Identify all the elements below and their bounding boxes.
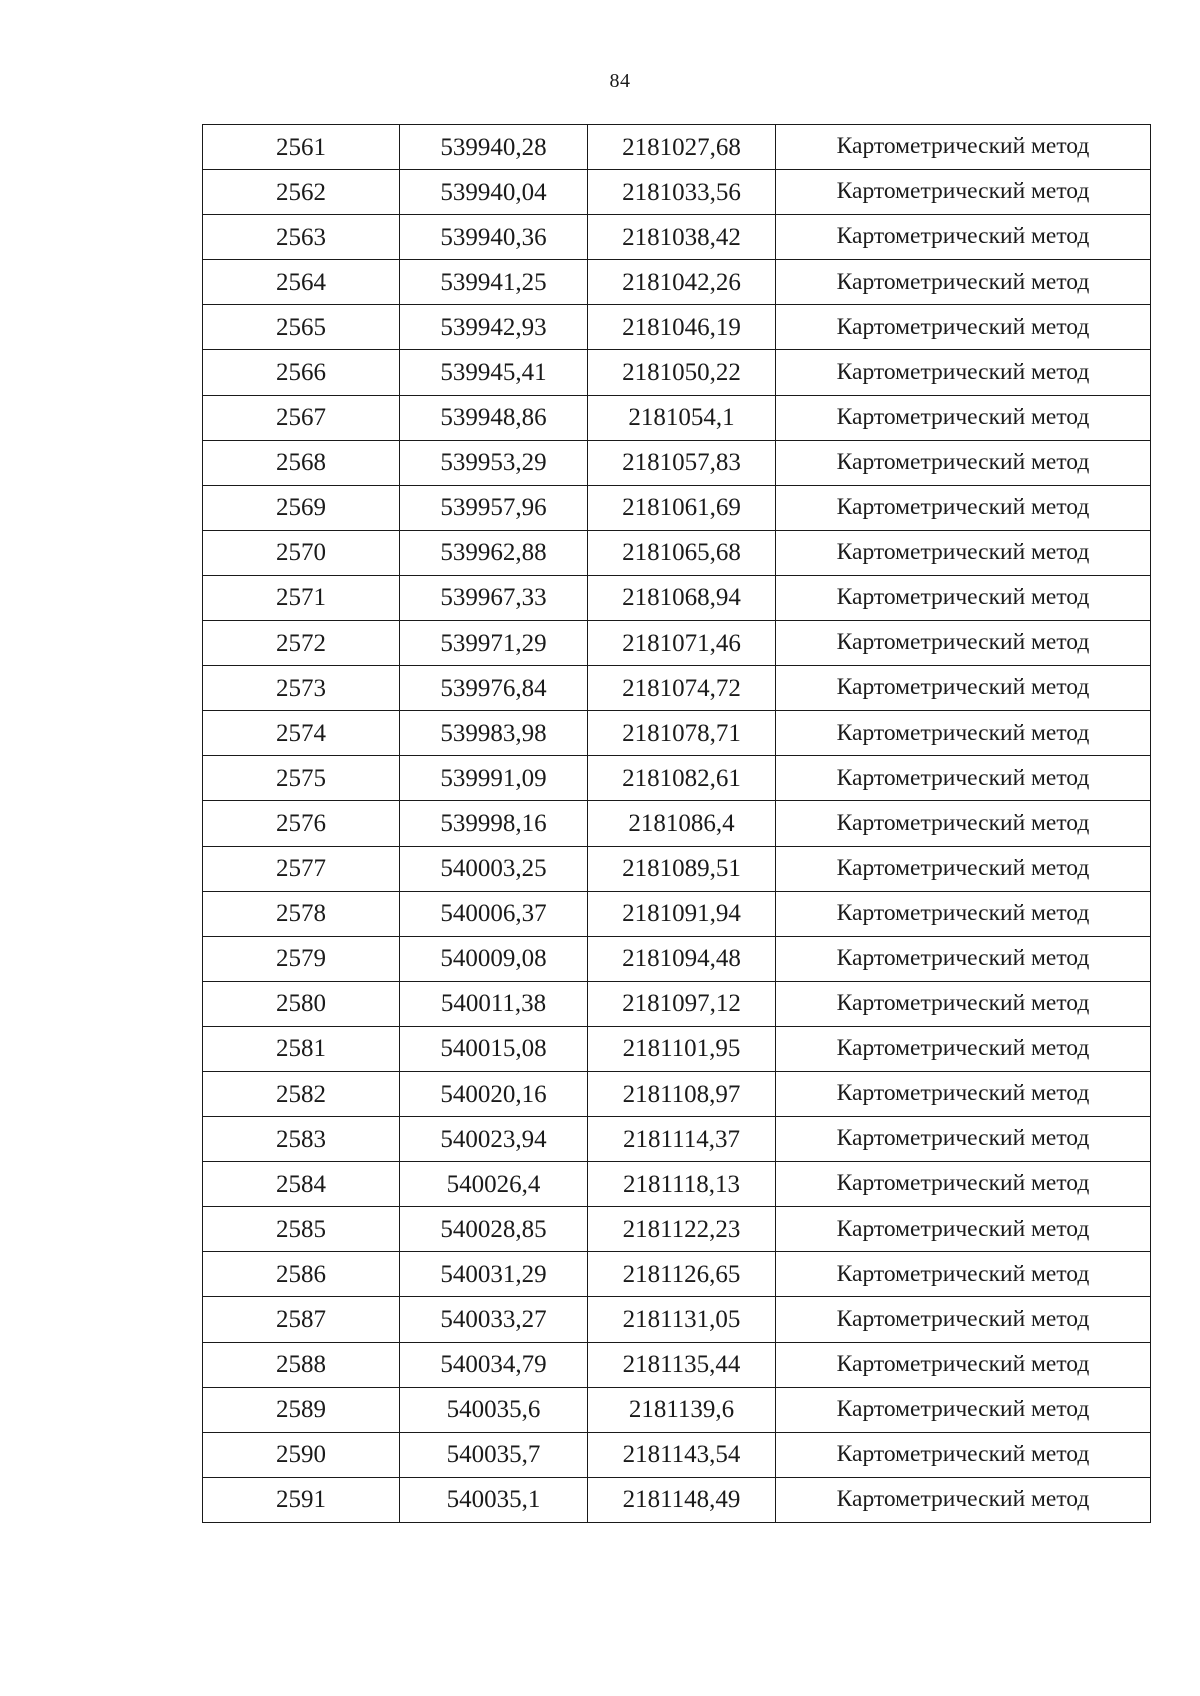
point-number-cell: 2567 <box>203 395 400 440</box>
table-row <box>203 891 1151 936</box>
y-coordinate-cell: 2181091,94 <box>588 891 776 936</box>
x-coordinate-cell: 540006,37 <box>400 891 588 936</box>
y-coordinate-cell: 2181097,12 <box>588 981 776 1026</box>
table-row <box>203 1477 1151 1522</box>
table-row <box>203 936 1151 981</box>
table-row <box>203 1026 1151 1071</box>
method-cell: Картометрический метод <box>776 125 1151 170</box>
point-number-cell: 2572 <box>203 621 400 666</box>
y-coordinate-cell: 2181101,95 <box>588 1026 776 1071</box>
method-cell: Картометрический метод <box>776 485 1151 530</box>
y-coordinate-cell: 2181071,46 <box>588 621 776 666</box>
table-row <box>203 1162 1151 1207</box>
method-cell: Картометрический метод <box>776 1342 1151 1387</box>
method-cell: Картометрический метод <box>776 440 1151 485</box>
point-number-cell: 2582 <box>203 1071 400 1116</box>
y-coordinate-cell: 2181038,42 <box>588 215 776 260</box>
point-number-cell: 2589 <box>203 1387 400 1432</box>
x-coordinate-cell: 540009,08 <box>400 936 588 981</box>
method-cell: Картометрический метод <box>776 1387 1151 1432</box>
y-coordinate-cell: 2181131,05 <box>588 1297 776 1342</box>
method-cell: Картометрический метод <box>776 1252 1151 1297</box>
method-cell: Картометрический метод <box>776 981 1151 1026</box>
table-row <box>203 1207 1151 1252</box>
y-coordinate-cell: 2181050,22 <box>588 350 776 395</box>
x-coordinate-cell: 539942,93 <box>400 305 588 350</box>
point-number-cell: 2585 <box>203 1207 400 1252</box>
method-cell: Картометрический метод <box>776 936 1151 981</box>
table-row <box>203 666 1151 711</box>
table-row <box>203 1071 1151 1116</box>
method-cell: Картометрический метод <box>776 1477 1151 1522</box>
method-cell: Картометрический метод <box>776 260 1151 305</box>
point-number-cell: 2586 <box>203 1252 400 1297</box>
table-row <box>203 1432 1151 1477</box>
coordinates-table-body <box>203 125 1151 1523</box>
point-number-cell: 2575 <box>203 756 400 801</box>
x-coordinate-cell: 540035,1 <box>400 1477 588 1522</box>
point-number-cell: 2579 <box>203 936 400 981</box>
table-row <box>203 440 1151 485</box>
table-row <box>203 801 1151 846</box>
x-coordinate-cell: 539967,33 <box>400 575 588 620</box>
point-number-cell: 2577 <box>203 846 400 891</box>
table-row <box>203 1117 1151 1162</box>
x-coordinate-cell: 539941,25 <box>400 260 588 305</box>
point-number-cell: 2573 <box>203 666 400 711</box>
table-row <box>203 170 1151 215</box>
page-number: 84 <box>609 70 631 92</box>
point-number-cell: 2568 <box>203 440 400 485</box>
y-coordinate-cell: 2181086,4 <box>588 801 776 846</box>
x-coordinate-cell: 539962,88 <box>400 530 588 575</box>
table-row <box>203 756 1151 801</box>
method-cell: Картометрический метод <box>776 756 1151 801</box>
y-coordinate-cell: 2181054,1 <box>588 395 776 440</box>
point-number-cell: 2562 <box>203 170 400 215</box>
x-coordinate-cell: 540011,38 <box>400 981 588 1026</box>
y-coordinate-cell: 2181114,37 <box>588 1117 776 1162</box>
point-number-cell: 2578 <box>203 891 400 936</box>
y-coordinate-cell: 2181089,51 <box>588 846 776 891</box>
x-coordinate-cell: 539991,09 <box>400 756 588 801</box>
point-number-cell: 2581 <box>203 1026 400 1071</box>
method-cell: Картометрический метод <box>776 1297 1151 1342</box>
table-row <box>203 981 1151 1026</box>
x-coordinate-cell: 540034,79 <box>400 1342 588 1387</box>
y-coordinate-cell: 2181148,49 <box>588 1477 776 1522</box>
y-coordinate-cell: 2181061,69 <box>588 485 776 530</box>
point-number-cell: 2564 <box>203 260 400 305</box>
y-coordinate-cell: 2181027,68 <box>588 125 776 170</box>
x-coordinate-cell: 540023,94 <box>400 1117 588 1162</box>
method-cell: Картометрический метод <box>776 1207 1151 1252</box>
method-cell: Картометрический метод <box>776 170 1151 215</box>
method-cell: Картометрический метод <box>776 1162 1151 1207</box>
table-row <box>203 846 1151 891</box>
point-number-cell: 2588 <box>203 1342 400 1387</box>
y-coordinate-cell: 2181065,68 <box>588 530 776 575</box>
table-row <box>203 621 1151 666</box>
method-cell: Картометрический метод <box>776 1071 1151 1116</box>
table-row <box>203 485 1151 530</box>
y-coordinate-cell: 2181126,65 <box>588 1252 776 1297</box>
table-row <box>203 1297 1151 1342</box>
x-coordinate-cell: 540026,4 <box>400 1162 588 1207</box>
table-row <box>203 215 1151 260</box>
y-coordinate-cell: 2181033,56 <box>588 170 776 215</box>
y-coordinate-cell: 2181108,97 <box>588 1071 776 1116</box>
y-coordinate-cell: 2181068,94 <box>588 575 776 620</box>
method-cell: Картометрический метод <box>776 1026 1151 1071</box>
y-coordinate-cell: 2181118,13 <box>588 1162 776 1207</box>
point-number-cell: 2590 <box>203 1432 400 1477</box>
y-coordinate-cell: 2181074,72 <box>588 666 776 711</box>
x-coordinate-cell: 539940,28 <box>400 125 588 170</box>
point-number-cell: 2587 <box>203 1297 400 1342</box>
y-coordinate-cell: 2181143,54 <box>588 1432 776 1477</box>
method-cell: Картометрический метод <box>776 621 1151 666</box>
method-cell: Картометрический метод <box>776 350 1151 395</box>
method-cell: Картометрический метод <box>776 215 1151 260</box>
method-cell: Картометрический метод <box>776 395 1151 440</box>
point-number-cell: 2563 <box>203 215 400 260</box>
x-coordinate-cell: 540003,25 <box>400 846 588 891</box>
point-number-cell: 2569 <box>203 485 400 530</box>
x-coordinate-cell: 539971,29 <box>400 621 588 666</box>
y-coordinate-cell: 2181042,26 <box>588 260 776 305</box>
point-number-cell: 2565 <box>203 305 400 350</box>
method-cell: Картометрический метод <box>776 846 1151 891</box>
point-number-cell: 2580 <box>203 981 400 1026</box>
method-cell: Картометрический метод <box>776 891 1151 936</box>
x-coordinate-cell: 539948,86 <box>400 395 588 440</box>
point-number-cell: 2583 <box>203 1117 400 1162</box>
method-cell: Картометрический метод <box>776 305 1151 350</box>
y-coordinate-cell: 2181139,6 <box>588 1387 776 1432</box>
method-cell: Картометрический метод <box>776 801 1151 846</box>
point-number-cell: 2576 <box>203 801 400 846</box>
x-coordinate-cell: 539976,84 <box>400 666 588 711</box>
table-row <box>203 350 1151 395</box>
point-number-cell: 2584 <box>203 1162 400 1207</box>
y-coordinate-cell: 2181122,23 <box>588 1207 776 1252</box>
x-coordinate-cell: 540035,6 <box>400 1387 588 1432</box>
x-coordinate-cell: 539957,96 <box>400 485 588 530</box>
y-coordinate-cell: 2181078,71 <box>588 711 776 756</box>
table-row <box>203 305 1151 350</box>
method-cell: Картометрический метод <box>776 711 1151 756</box>
table-row <box>203 260 1151 305</box>
table-row <box>203 1387 1151 1432</box>
table-row <box>203 575 1151 620</box>
x-coordinate-cell: 540035,7 <box>400 1432 588 1477</box>
x-coordinate-cell: 539998,16 <box>400 801 588 846</box>
method-cell: Картометрический метод <box>776 1117 1151 1162</box>
point-number-cell: 2561 <box>203 125 400 170</box>
x-coordinate-cell: 540031,29 <box>400 1252 588 1297</box>
method-cell: Картометрический метод <box>776 1432 1151 1477</box>
x-coordinate-cell: 540020,16 <box>400 1071 588 1116</box>
x-coordinate-cell: 540033,27 <box>400 1297 588 1342</box>
coordinates-table <box>202 124 1151 1523</box>
table-row <box>203 711 1151 756</box>
method-cell: Картометрический метод <box>776 666 1151 711</box>
x-coordinate-cell: 539940,04 <box>400 170 588 215</box>
x-coordinate-cell: 539953,29 <box>400 440 588 485</box>
method-cell: Картометрический метод <box>776 530 1151 575</box>
y-coordinate-cell: 2181082,61 <box>588 756 776 801</box>
method-cell: Картометрический метод <box>776 575 1151 620</box>
point-number-cell: 2570 <box>203 530 400 575</box>
x-coordinate-cell: 540015,08 <box>400 1026 588 1071</box>
y-coordinate-cell: 2181094,48 <box>588 936 776 981</box>
point-number-cell: 2571 <box>203 575 400 620</box>
x-coordinate-cell: 539945,41 <box>400 350 588 395</box>
y-coordinate-cell: 2181057,83 <box>588 440 776 485</box>
point-number-cell: 2591 <box>203 1477 400 1522</box>
table-row <box>203 1342 1151 1387</box>
table-row <box>203 125 1151 170</box>
y-coordinate-cell: 2181135,44 <box>588 1342 776 1387</box>
table-row <box>203 395 1151 440</box>
x-coordinate-cell: 539940,36 <box>400 215 588 260</box>
table-row <box>203 1252 1151 1297</box>
x-coordinate-cell: 540028,85 <box>400 1207 588 1252</box>
point-number-cell: 2566 <box>203 350 400 395</box>
x-coordinate-cell: 539983,98 <box>400 711 588 756</box>
point-number-cell: 2574 <box>203 711 400 756</box>
y-coordinate-cell: 2181046,19 <box>588 305 776 350</box>
table-row <box>203 530 1151 575</box>
